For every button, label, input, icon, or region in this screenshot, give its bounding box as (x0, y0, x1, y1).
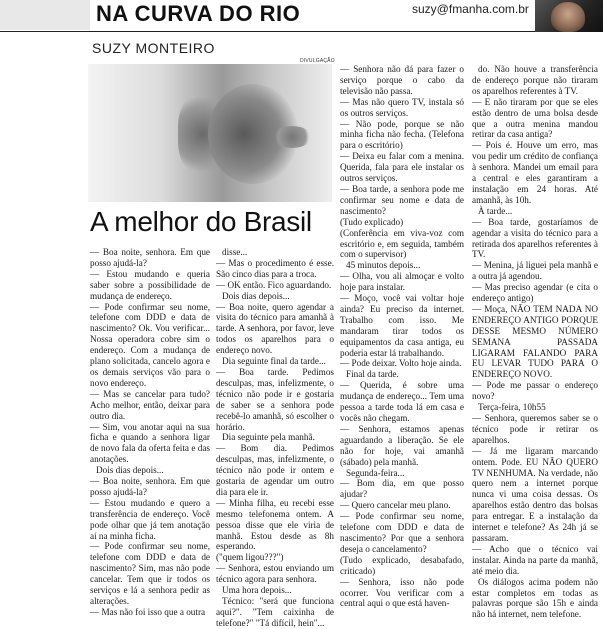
paragraph: 45 minutos depois... (346, 260, 421, 271)
paragraph: — Boa noite, senhora. Em que posso ajudá-la? (90, 476, 210, 497)
paragraph: — Boa tarde. Pedimos desculpas, mas, infelizmente, o técnico não pode ir e gostaria de saber se a senhora pode recebê-lo amanhã, só escolher o horário. (216, 366, 334, 432)
paragraph: — Não pode, porque se não minha ficha não fecha. (Telefona para o escritório) (340, 118, 464, 151)
paragraph: — Pode me passar o endereço novo? (472, 380, 598, 402)
photo-credit: DIVULGAÇÃO (300, 58, 335, 64)
article-headline: A melhor do Brasil (90, 206, 312, 237)
paragraph: — OK então. Fico aguardando. (216, 279, 332, 290)
paragraph: — Bom dia. Pedimos desculpas, mas, infelizmente, o técnico não pode ir ontem e gostaria de agendar um outro dia para ele ir. (216, 443, 334, 497)
paragraph: — E não tiraram por que se eles estão dentro de uma bolsa desde que a outra menina mandou retirar da casa antiga? (472, 96, 598, 140)
paragraph: — Menina, já liguei pela manhã e a outra já agendou. (472, 260, 598, 282)
paragraph: Final da tarde. (346, 369, 399, 380)
paragraph: — Mas se cancelar para tudo? Acho melhor, então, deixar para outro dia. (90, 388, 210, 421)
paragraph: (Conferência em viva-voz com escritório e, em seguida, também com o supervisor) (340, 227, 464, 260)
photo-lips-shape (272, 126, 312, 148)
paragraph: — Senhora não dá para fazer o serviço porque o cabo da televisão não passa. (340, 64, 464, 96)
paragraph: — Sim, vou anotar aqui na sua ficha e quando a senhora ligar de novo fala da oferta feita e das anotações. (90, 421, 210, 465)
paragraph: Segunda-feira... (346, 467, 405, 478)
paragraph: — Deixa eu falar com a menina. Querida, fala para ele instalar os outros serviços. (340, 151, 464, 184)
paragraph: — Mas preciso agendar (e cita o endereço antigo) (472, 282, 598, 304)
paragraph: — Boa tarde, a senhora pode me confirmar seu nome e data de nascimento? (340, 183, 464, 216)
paragraph: — Pode confirmar seu nome, telefone com DDD e data de nascimento? Por que a senhora deseja o cancelamento? (340, 511, 464, 554)
page-header (0, 0, 603, 32)
paragraph: — Pode deixar. Volto hoje ainda. (340, 358, 462, 369)
paragraph: Dia seguinte pela manhã. (222, 432, 315, 443)
paragraph: — Pode confirmar seu nome, telefone com DDD e data de nascimento? Ok. Vou verificar... Nossa operadora cobre sim o endereço. Com a mudança de plano solicitada, cancelo agora e os demais serviços vão para o novo endereço. (90, 301, 210, 388)
paragraph: — Minha filha, eu recebi esse mesmo telefonema ontem. A pessoa disse que ele viria de manhã. Estou desde as 8h esperando. (216, 497, 334, 552)
paragraph: — Mas o procedimento é esse. São cinco dias para a troca. (216, 257, 334, 279)
paragraph: (Tudo explicado, desabafado, criticado) (340, 554, 464, 576)
paragraph: — Olha, vou ali almoçar e volto hoje para instalar. (340, 271, 464, 293)
paragraph: — Pode confirmar seu nome, telefone com DDD e data de nascimento? Sim, mas não pode cancelar. Tem que ir todos os serviços e lá a senhora pedir as alterações. (90, 541, 210, 606)
paragraph: — Senhora, estamos apenas aguardando a liberação. Se ele não for hoje, vai amanhã (sábado) pela manhã. (340, 423, 464, 467)
paragraph: — Moça, NÃO TEM NADA NO ENDEREÇO ANTIGO PORQUE DESSE MESMO NÚMERO SEMANA PASSADA LIGARAM FALANDO PARA EU LEVAR TUDO PARA O ENDEREÇO NOVO. (472, 303, 598, 380)
paragraph: Terça-feira, 10h55 (478, 402, 546, 413)
paragraph: Técnico: "será que funciona aqui?". "Tem caixinha de telefone?" "Tá difícil, hein"... (216, 596, 334, 628)
paragraph: — Mas não quero TV, instala só os outros serviços. (340, 96, 464, 118)
paragraph: — Estou mudando e queria saber sobre a possibilidade de mudança de endereço. (90, 268, 210, 301)
paragraph: — Quero cancelar meu plano. (340, 500, 451, 511)
author-email[interactable]: suzy@fmanha.com.br (412, 2, 529, 16)
paragraph: Os diálogos acima podem não estar completos em todas as palavras porque são 15h e ainda não há internet, nem telefone. (472, 576, 598, 620)
paragraph: — Já me ligaram marcando ontem. Pode. EU NÃO QUERO TV NENHUMA. Na verdade, não quero nem a internet porque nunca vi uma coisa dessas. Os aparelhos estão dentro das bolsas para entregar. E a instalação da internet e telefone? As 24h já se passaram. (472, 445, 598, 543)
paragraph: disse... (222, 247, 248, 257)
paragraph: — Senhora, isso não pode ocorrer. Vou verificar com a central aqui o que está haven- (340, 576, 464, 609)
article-photo (88, 64, 332, 202)
article-column-1 (90, 247, 210, 618)
author-photo (535, 0, 603, 32)
paragraph: do. Não houve a transferência de endereço porque não tiraram os aparelhos referentes à TV. (472, 64, 598, 96)
paragraph: À tarde... (478, 205, 513, 216)
paragraph: — Moço, você vai voltar hoje ainda? Eu preciso da internet. Trabalho com isso. Me mandaram tirar todos os equipamentos da casa antiga, eu poderia estar lá trabalhando. (340, 293, 464, 358)
paragraph: Dois dias depois... (96, 465, 164, 476)
author-face (551, 2, 585, 32)
article-column-2 (216, 247, 334, 629)
author-name: SUZY MONTEIRO (92, 40, 215, 56)
paragraph: — Senhora, estou enviando um técnico agora para senhora. (216, 563, 334, 585)
paragraph: — Estou mudando e quero a transferência de endereço. Você pode olhar que já tem anotação aí na minha ficha. (90, 497, 210, 541)
paragraph: — Boa tarde, gostaríamos de agendar a visita do técnico para a retirada dos aparelhos referentes à TV. (472, 216, 598, 260)
paragraph: Dois dias depois... (222, 290, 290, 301)
paragraph: — Querida, é sobre uma mudança de endereço... Tem uma pessoa a tarde toda lá em casa e vocês não chegam. (340, 380, 464, 423)
paragraph: Uma hora depois... (222, 585, 292, 596)
paragraph: — Senhora, queremos saber se o técnico pode ir retirar os aparelhos. (472, 413, 598, 445)
paragraph: — Boa noite, quero agendar a visita do técnico para amanhã à tarde. A senhora, por favor, leve todos os aparelhos para o endereço novo. (216, 301, 334, 356)
paragraph: Dia seguinte final da tarde... (222, 356, 326, 367)
section-title: NA CURVA DO RIO (96, 1, 301, 26)
paragraph: — Mas não foi isso que a outra (90, 606, 206, 617)
paragraph: — Pois é. Houve um erro, mas vou pedir um crédito de confiança à senhora. Mandei um email para a central e eles garantiram a instalação em 24 horas. Até amanhã, às 10h. (472, 140, 598, 205)
paragraph: ("quem ligou???") (216, 552, 284, 563)
article-column-4 (472, 64, 598, 620)
header-bar (0, 0, 90, 30)
paragraph: — Boa noite, senhora. Em que posso ajudá-la? (90, 247, 210, 268)
article-column-3 (340, 64, 464, 609)
paragraph: — Acho que o técnico vai instalar. Ainda na parte da manhã, até meio dia. (472, 543, 598, 576)
paragraph: (Tudo explicado) (340, 216, 404, 227)
paragraph: — Bom dia, em que posso ajudar? (340, 478, 464, 500)
